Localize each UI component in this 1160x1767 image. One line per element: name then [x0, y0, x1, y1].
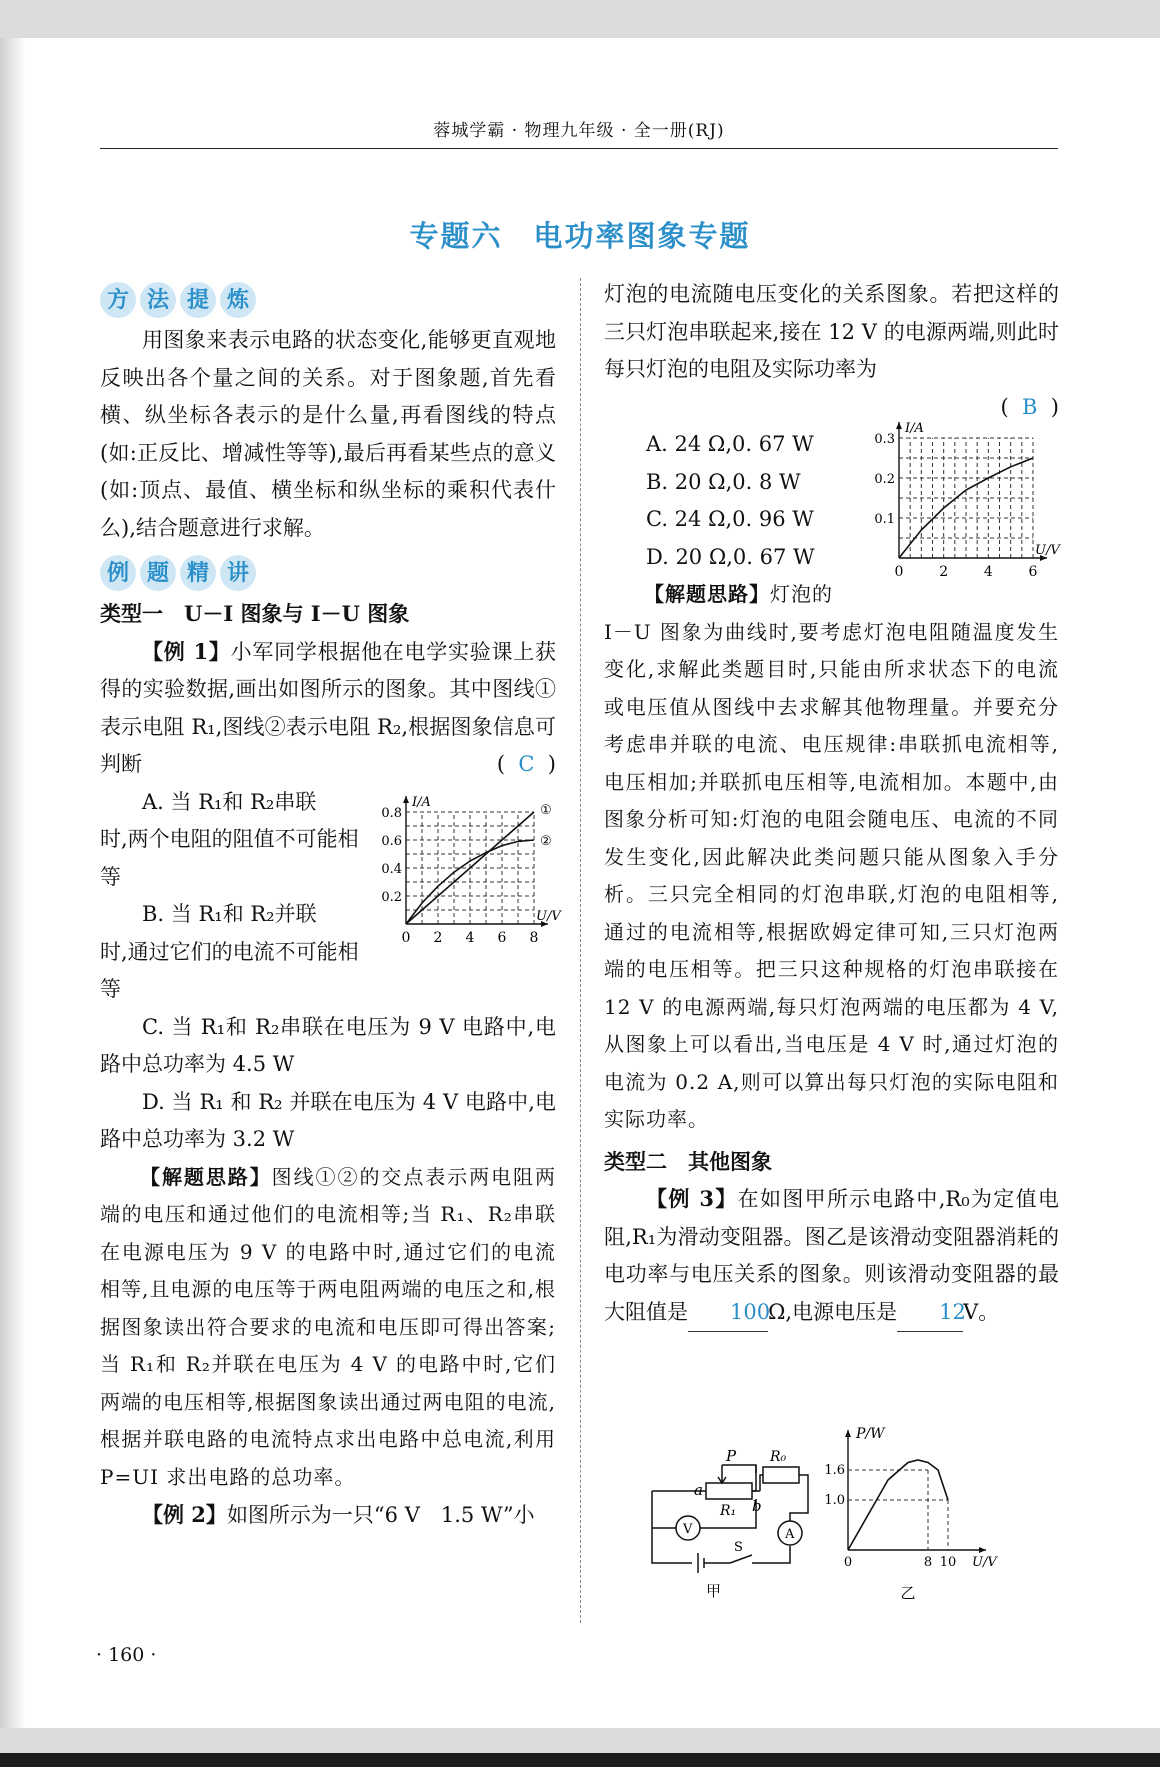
- badge-char: 题: [140, 555, 176, 591]
- x-axis-label: U/V: [536, 908, 561, 924]
- ex1-analysis: [100, 1159, 556, 1497]
- series-1-label: ①: [540, 802, 552, 818]
- type2-heading: 类型二 其他图象: [604, 1148, 772, 1174]
- circuit-wire: [722, 1465, 756, 1491]
- ex2-option-d: D. 20 Ω,0. 67 W: [646, 544, 815, 569]
- x-tick-label: 10: [939, 1555, 957, 1570]
- ex1-option-b-line2: 时,通过它们的电流不可能相等: [100, 939, 359, 1001]
- x-tick-label: 0: [894, 564, 904, 580]
- label-p: P: [726, 1447, 737, 1465]
- x-tick-label: 6: [497, 929, 507, 946]
- x-tick-label: 8: [923, 1555, 933, 1570]
- badge-char: 提: [180, 282, 216, 318]
- type1-heading: 类型一 U－I 图象与 I－U 图象: [100, 601, 410, 626]
- power-curve: [848, 1460, 948, 1550]
- topic-title: 专题六 电功率图象专题: [409, 219, 751, 253]
- badge-char: 例: [100, 555, 136, 591]
- y-tick-label: 0.8: [381, 805, 402, 821]
- battery-icon: [698, 1553, 704, 1573]
- example2-stem-start: [100, 1496, 556, 1535]
- y-tick-label: 0.2: [381, 889, 402, 905]
- y-tick-label: 1.6: [824, 1463, 845, 1478]
- method-badge: [100, 282, 556, 318]
- badge-char: 方: [100, 282, 136, 318]
- example2-label: 【例 2】: [142, 1502, 227, 1527]
- circuit-wire: [752, 1546, 790, 1563]
- switch-icon: [730, 1555, 752, 1563]
- rheostat-r1-icon: [706, 1483, 752, 1499]
- ex1-analysis-label: 【解题思路】: [140, 1164, 272, 1189]
- label-b: b: [752, 1497, 762, 1515]
- y-tick-label: 0.4: [381, 861, 402, 877]
- x-tick-label: 2: [433, 929, 443, 946]
- x-tick-label: 6: [1028, 564, 1038, 580]
- example3-blank-1: 100: [688, 1294, 768, 1333]
- example3-text-a: 在如图甲所示电路中,R₀为定值电阻,R₁为滑动变阻器。图乙是该滑动变阻器消耗的电功率与电压关系的图象。则该滑动变阻器的最大阻值是: [604, 1187, 1059, 1324]
- caption-jia: 甲: [706, 1582, 722, 1600]
- y-tick-label: 1.0: [824, 1493, 845, 1508]
- x-tick-label: 4: [983, 564, 993, 580]
- y-tick-label: 0.3: [874, 432, 895, 447]
- example3-text-c: V。: [963, 1299, 1000, 1324]
- y-axis-label: I/A: [412, 794, 431, 810]
- x-tick-label: 0: [401, 929, 411, 946]
- book-page: [0, 38, 1160, 1728]
- y-tick-label: 0.1: [874, 512, 895, 527]
- example-badge: [100, 555, 556, 591]
- ex1-analysis-text: 图线①②的交点表示两电阻两端的电压和通过他们的电流相等;当 R₁、R₂串联在电源电压为 9 V 的电路中时,通过它们的电流相等,且电源的电压等于两电阻两端的电压之和,根据图象读出符合要求的电流和电压即可得出答案;当 R₁和 R₂并联在电压为 4 V 的电路中时,它们两端的电压相等,根据图象读出通过两电阻的电流,根据并联电路的电流特点求出电路中总电流,利用 P=UI 求出电路的总功率。: [100, 1164, 557, 1489]
- caption-yi: 乙: [900, 1584, 916, 1602]
- badge-char: 讲: [220, 555, 256, 591]
- ex1-option-d: D. 当 R₁ 和 R₂ 并联在电压为 4 V 电路中,电路中总功率为 3.2 W: [100, 1089, 556, 1151]
- ex2-analysis-start: [604, 576, 869, 614]
- example3-stem: [604, 1180, 1059, 1332]
- label-v: V: [683, 1522, 693, 1537]
- badge-char: 法: [140, 282, 176, 318]
- column-divider: [580, 278, 581, 1623]
- label-r1: R₁: [720, 1503, 737, 1519]
- ex1-option-a-line1: A. 当 R₁和 R₂串联: [142, 789, 317, 814]
- y-tick-label: 0.2: [874, 472, 895, 487]
- figure-2-lamp-iu-graph: [869, 420, 1059, 590]
- example3-label: 【例 3】: [646, 1186, 738, 1211]
- example1-answer: C: [518, 752, 535, 776]
- left-column: [100, 276, 561, 1535]
- method-text: 用图象来表示电路的状态变化,能够更直观地反映出各个量之间的关系。对于图象题,首先看横、纵坐标各表示的是什么量,再看图线的特点(如:正反比、增减性等等),最后再看某些点的意义(如:顶点、最值、横坐标和纵坐标的乘积代表什么),结合题意进行求解。: [100, 328, 556, 540]
- example1-label: 【例 1】: [142, 638, 231, 664]
- figure-1-iu-graph: [376, 786, 561, 946]
- x-tick-label: 0: [843, 1555, 853, 1570]
- ex2-option-b: B. 20 Ω,0. 8 W: [646, 469, 801, 494]
- label-a-meter: A: [785, 1527, 795, 1542]
- x-axis-label: U/V: [1035, 543, 1060, 558]
- label-s: S: [734, 1540, 743, 1555]
- running-head: 蓉城学霸 · 物理九年级 · 全一册(RJ): [433, 121, 725, 141]
- badge-char: 精: [180, 555, 216, 591]
- header-rule: [100, 148, 1058, 149]
- example1-text: 小军同学根据他在电学实验课上获得的实验数据,画出如图所示的图象。其中图线①表示电阻 R₁,图线②表示电阻 R₂,根据图象信息可判断: [100, 639, 556, 776]
- page-fold-shadow: [0, 38, 26, 1728]
- ex1-option-c: C. 当 R₁和 R₂串联在电压为 9 V 电路中,电路中总功率为 4.5 W: [100, 1014, 556, 1076]
- y-axis-arrow: [845, 1430, 851, 1437]
- x-axis-arrow: [979, 1547, 986, 1553]
- ex2-analysis-text: I－U 图象为曲线时,要考虑灯泡电阻随温度发生变化,求解此类题目时,只能由所求状态下的电流或电压值从图线中去求解其他物理量。并要充分考虑串并联的电流、电压规律:串联抓电流相等,电压相加;并联抓电压相等,电流相加。本题中,由图象分析可知:灯泡的电阻会随电压、电流的不同发生变化,因此解决此类问题只能从图象入手分析。三只完全相同的灯泡串联,灯泡的电阻相等,通过的电流相等,根据欧姆定律可知,三只灯泡两端的电压相等。把三只这种规格的灯泡串联接在 12 V 的电源两端,每只灯泡两端的电压都为 4 V,从图象上可以看出,当电压是 4 V 时,通过灯泡的电流为 0.2 A,则可以算出每只灯泡的实际电阻和实际功率。: [604, 619, 1059, 1131]
- ex1-option-b-line1: B. 当 R₁和 R₂并联: [142, 902, 317, 926]
- ex2-analysis-label: 【解题思路】: [644, 582, 770, 606]
- label-a: a: [694, 1481, 703, 1499]
- y-axis-arrow: [896, 422, 902, 429]
- example2-options-with-figure: [604, 421, 1060, 614]
- y-axis-label: I/A: [905, 421, 924, 436]
- example2-answer-box: ( B ): [1000, 394, 1059, 419]
- x-tick-label: 8: [529, 929, 539, 946]
- x-tick-label: 2: [939, 564, 949, 580]
- right-column: [604, 276, 1059, 1332]
- figure-3-power-voltage-graph: [826, 1420, 1016, 1600]
- ex1-option-a-line2: 时,两个电阻的阻值不可能相等: [100, 827, 359, 889]
- figure-circuit-jia: [640, 1433, 820, 1603]
- ex2-option-a: A. 24 Ω,0. 67 W: [646, 432, 814, 456]
- example1-stem: [100, 633, 556, 784]
- page-number: · 160 ·: [96, 1644, 157, 1666]
- ex2-option-c: C. 24 Ω,0. 96 W: [646, 507, 814, 531]
- example3-text-b: Ω,电源电压是: [768, 1299, 898, 1324]
- example2-answer: B: [1022, 394, 1038, 419]
- example2-text: 如图所示为一只“6 V 1.5 W”小: [226, 1503, 535, 1527]
- y-axis-arrow: [403, 796, 409, 803]
- example2-stem-cont: 灯泡的电流随电压变化的关系图象。若把这样的三只灯泡串联起来,接在 12 V 的电源两端,则此时每只灯泡的电阻及实际功率为: [604, 282, 1059, 381]
- x-axis-label: U/V: [972, 1555, 997, 1570]
- label-r0: R₀: [770, 1449, 787, 1465]
- x-tick-label: 4: [465, 929, 475, 946]
- example3-blank-2: 12: [897, 1294, 963, 1333]
- y-tick-label: 0.6: [381, 833, 402, 849]
- series-2-label: ②: [540, 833, 552, 849]
- resistor-r0-icon: [763, 1467, 799, 1483]
- y-axis-label: P/W: [856, 1426, 885, 1442]
- example1-answer-box: ( C ): [496, 752, 556, 776]
- viewer-bottom-bar: [0, 1753, 1160, 1767]
- ex2-analysis-first: 灯泡的: [770, 582, 833, 606]
- badge-char: 炼: [220, 282, 256, 318]
- example1-options-with-figure: [100, 784, 561, 1009]
